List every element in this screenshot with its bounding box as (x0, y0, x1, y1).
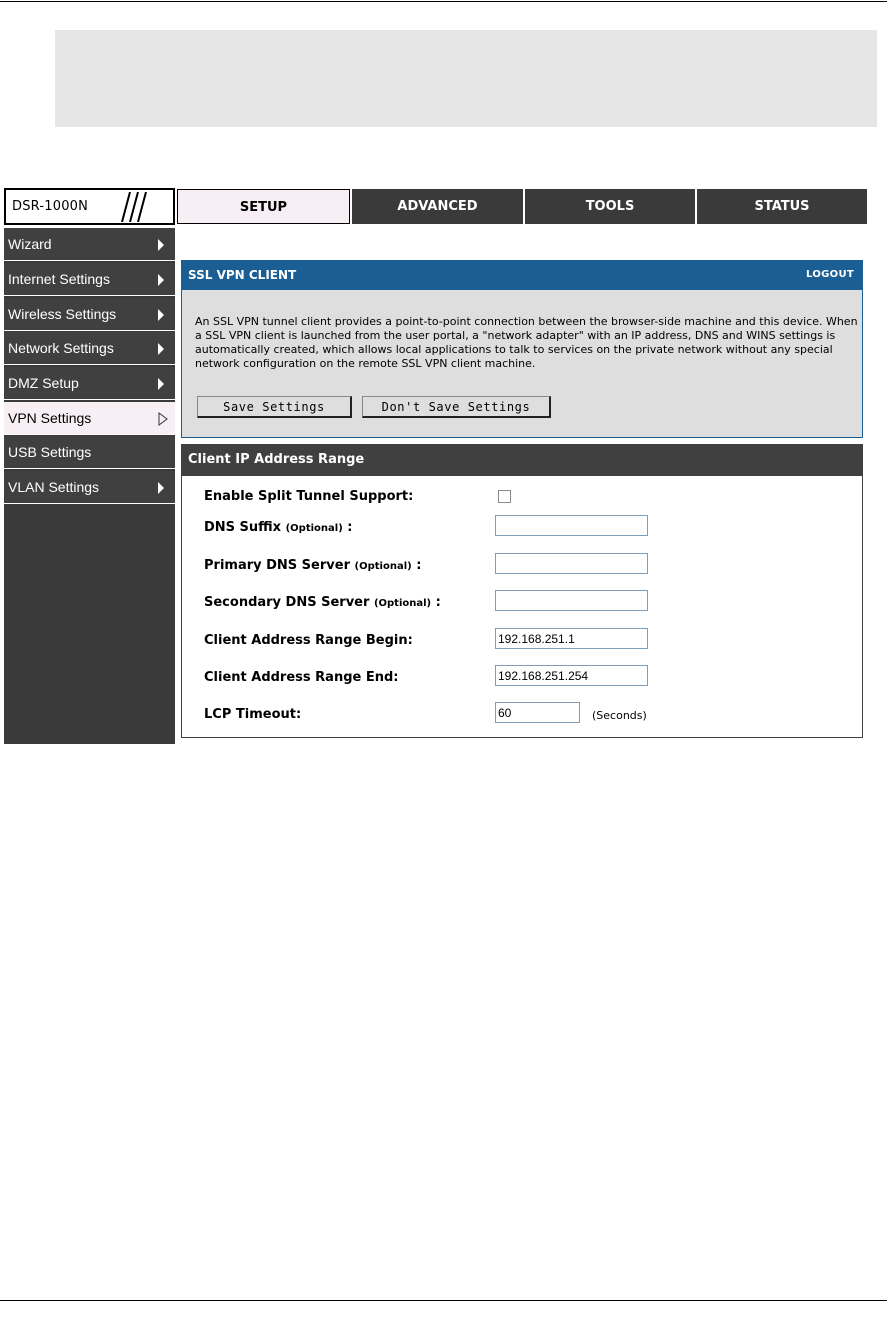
top-tab-bar (177, 188, 867, 225)
lcp-timeout-label: LCP Timeout: (204, 707, 302, 722)
sidebar-item-usb-settings[interactable] (4, 436, 175, 469)
panel-title: SSL VPN CLIENT (188, 268, 297, 282)
primary-dns-row (182, 551, 862, 581)
panel-description: An SSL VPN tunnel client provides a point-to-point connection between the browser-side machine and this device. When a SSL VPN client is launched from the user portal, a "network adapter" with an IP address, DNS and WINS settings is automatically created, which allows local applications to talk to services on the private network without any special network configuration on the remote SSL VPN client machine. (195, 315, 858, 370)
page-bottom-rule (0, 1300, 887, 1301)
tab-tools[interactable]: TOOLS (525, 189, 695, 224)
lcp-timeout-input[interactable] (495, 702, 580, 723)
range-end-label: Client Address Range End: (204, 670, 399, 685)
client-ip-range-panel (181, 444, 863, 738)
sidebar (4, 228, 175, 744)
dns-suffix-label: DNS Suffix (Optional) : (204, 520, 353, 535)
chevron-right-icon (158, 343, 164, 355)
logo-slashes-icon (110, 192, 154, 222)
range-end-row (182, 663, 862, 693)
sidebar-item-wireless-settings[interactable] (4, 298, 175, 331)
primary-dns-input[interactable] (495, 553, 648, 574)
range-end-input[interactable] (495, 665, 648, 686)
sidebar-item-label: VPN Settings (8, 410, 92, 426)
sidebar-item-label: Wizard (8, 236, 52, 252)
dns-suffix-row (182, 513, 862, 543)
sidebar-item-network-settings[interactable] (4, 332, 175, 365)
chevron-right-icon (158, 309, 164, 321)
sidebar-item-label: DMZ Setup (8, 375, 79, 391)
sidebar-item-label: VLAN Settings (8, 479, 100, 495)
sidebar-item-dmz-setup[interactable] (4, 367, 175, 400)
optional-note: (Optional) (285, 523, 343, 534)
dont-save-settings-button[interactable]: Don't Save Settings (362, 396, 551, 418)
note-box (55, 30, 877, 127)
tab-status[interactable]: STATUS (697, 189, 867, 224)
chevron-right-outline-icon (158, 412, 168, 426)
sidebar-item-label: USB Settings (8, 444, 92, 460)
router-admin-ui (4, 188, 867, 744)
product-logo (4, 188, 175, 225)
ssl-vpn-client-panel (181, 260, 863, 438)
sidebar-item-label: Internet Settings (8, 271, 110, 287)
split-tunnel-row (182, 482, 862, 512)
save-settings-button[interactable]: Save Settings (197, 396, 352, 418)
split-tunnel-checkbox[interactable] (498, 490, 511, 503)
seconds-unit: (Seconds) (592, 709, 647, 722)
tab-advanced[interactable]: ADVANCED (352, 189, 523, 224)
secondary-dns-input[interactable] (495, 590, 648, 611)
panel-header (182, 445, 862, 476)
chevron-right-icon (158, 274, 164, 286)
sidebar-item-internet-settings[interactable] (4, 263, 175, 296)
primary-dns-label: Primary DNS Server (Optional) : (204, 558, 422, 573)
logout-link[interactable]: LOGOUT (806, 269, 854, 280)
page-top-rule (0, 1, 887, 2)
sidebar-item-label: Network Settings (8, 340, 114, 356)
tab-setup[interactable]: SETUP (177, 189, 350, 224)
range-begin-label: Client Address Range Begin: (204, 633, 413, 648)
optional-note: (Optional) (373, 598, 432, 609)
range-begin-input[interactable] (495, 628, 648, 649)
dns-suffix-input[interactable] (495, 515, 648, 536)
secondary-dns-row (182, 588, 862, 618)
sidebar-item-vlan-settings[interactable] (4, 471, 175, 504)
split-tunnel-label: Enable Split Tunnel Support: (204, 489, 414, 504)
panel-header (182, 261, 862, 290)
logo-model-text: DSR-1000N (12, 199, 89, 214)
sidebar-item-label: Wireless Settings (8, 306, 117, 322)
secondary-dns-label: Secondary DNS Server (Optional) : (204, 595, 441, 610)
chevron-right-icon (158, 482, 164, 494)
sidebar-item-wizard[interactable] (4, 228, 175, 261)
chevron-right-icon (158, 378, 164, 390)
range-begin-row (182, 626, 862, 656)
optional-note: (Optional) (354, 561, 412, 572)
chevron-right-icon (158, 239, 164, 251)
sidebar-item-vpn-settings[interactable] (4, 402, 175, 435)
lcp-timeout-row (182, 700, 862, 730)
panel-title: Client IP Address Range (188, 452, 365, 467)
